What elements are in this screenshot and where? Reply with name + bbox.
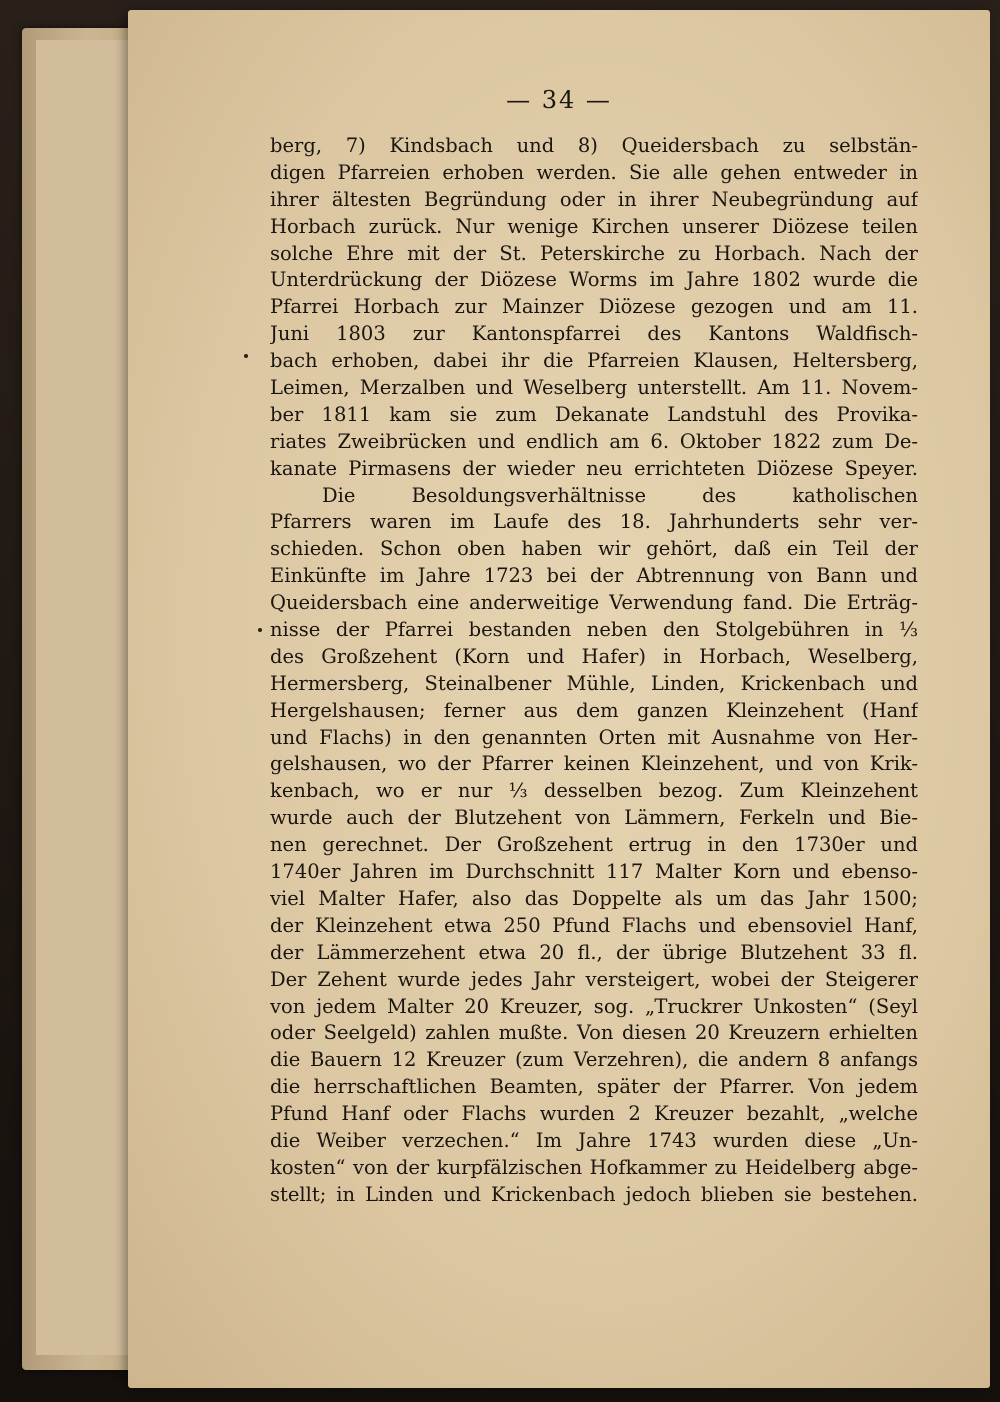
text-line: gelshausen, wo der Pfarrer keinen Kleinzehent, und von Krik- [270, 752, 918, 776]
text-line: digen Pfarreien erhoben werden. Sie alle gehen entweder in [270, 160, 918, 184]
text-line: Pfund Hanf oder Flachs wurden 2 Kreuzer bezahlt, „welche [270, 1102, 918, 1126]
text-line: wurde auch der Blutzehent von Lämmern, Ferkeln und Bie- [270, 806, 918, 830]
text-line: Horbach zurück. Nur wenige Kirchen unserer Diözese teilen [270, 214, 918, 238]
text-line: viel Malter Hafer, also das Doppelte als um das Jahr 1500; [270, 886, 918, 910]
text-line: die Weiber verzechen.“ Im Jahre 1743 wurden diese „Un- [270, 1128, 918, 1152]
text-line: der Lämmerzehent etwa 20 fl., der übrige Blutzehent 33 fl. [270, 940, 918, 964]
page-text-block [270, 133, 918, 1209]
text-line: Pfarrers waren im Laufe des 18. Jahrhunderts sehr ver- [270, 510, 918, 534]
text-line: Unterdrückung der Diözese Worms im Jahre 1802 wurde die [270, 268, 918, 292]
text-line: bach erhoben, dabei ihr die Pfarreien Klausen, Heltersberg, [270, 349, 918, 373]
text-line: die herrschaftlichen Beamten, später der Pfarrer. Von jedem [270, 1075, 918, 1099]
text-line: nen gerechnet. Der Großzehent ertrug in den 1730er und [270, 833, 918, 857]
text-line: Leimen, Merzalben und Weselberg unterstellt. Am 11. Novem- [270, 376, 918, 400]
text-line: Der Zehent wurde jedes Jahr versteigert, wobei der Steigerer [270, 967, 918, 991]
text-line: 1740er Jahren im Durchschnitt 117 Malter Korn und ebenso- [270, 860, 918, 884]
text-line: berg, 7) Kindsbach und 8) Queidersbach zu selbstän- [270, 134, 918, 157]
text-line: Hergelshausen; ferner aus dem ganzen Kleinzehent (Hanf [270, 698, 918, 722]
text-line: von jedem Malter 20 Kreuzer, sog. „Truckrer Unkosten“ (Seyl [270, 994, 918, 1018]
text-line: Die Besoldungsverhältnisse des katholischen [322, 483, 918, 507]
text-line: Queidersbach eine anderweitige Verwendung fand. Die Erträg- [270, 591, 918, 615]
text-line: kosten“ von der kurpfälzischen Hofkammer zu Heidelberg abge- [270, 1155, 918, 1179]
margin-mark [244, 354, 248, 358]
text-line: riates Zweibrücken und endlich am 6. Oktober 1822 zum De- [270, 429, 918, 453]
text-line: solche Ehre mit der St. Peterskirche zu Horbach. Nach der [270, 241, 918, 265]
text-line: ihrer ältesten Begründung oder in ihrer Neubegründung auf [270, 187, 918, 211]
text-line: und Flachs) in den genannten Orten mit Ausnahme von Her- [270, 725, 918, 749]
text-line: schieden. Schon oben haben wir gehört, daß ein Teil der [270, 537, 918, 561]
text-line: des Großzehent (Korn und Hafer) in Horbach, Weselberg, [270, 644, 918, 668]
text-line: Juni 1803 zur Kantonspfarrei des Kantons Waldfisch- [270, 322, 918, 346]
text-line: die Bauern 12 Kreuzer (zum Verzehren), die andern 8 anfangs [270, 1048, 918, 1072]
text-line: ber 1811 kam sie zum Dekanate Landstuhl des Provika- [270, 402, 918, 426]
page-number: — 34 — [506, 86, 612, 114]
text-line: kanate Pirmasens der wieder neu errichteten Diözese Speyer. [270, 456, 918, 480]
text-line: Einkünfte im Jahre 1723 bei der Abtrennung von Bann und [270, 564, 918, 588]
text-line: kenbach, wo er nur ⅓ desselben bezog. Zum Kleinzehent [270, 779, 918, 803]
margin-mark [258, 628, 262, 632]
text-line: der Kleinzehent etwa 250 Pfund Flachs und ebensoviel Hanf, [270, 913, 918, 937]
text-line: oder Seelgeld) zahlen mußte. Von diesen 20 Kreuzern erhielten [270, 1021, 918, 1045]
text-line: Pfarrei Horbach zur Mainzer Diözese gezogen und am 11. [270, 295, 918, 319]
text-line: nisse der Pfarrei bestanden neben den Stolgebühren in ⅓ [270, 618, 918, 642]
text-line: Hermersberg, Steinalbener Mühle, Linden, Krickenbach und [270, 671, 918, 695]
text-line: stellt; in Linden und Krickenbach jedoch blieben sie bestehen. [270, 1182, 918, 1206]
